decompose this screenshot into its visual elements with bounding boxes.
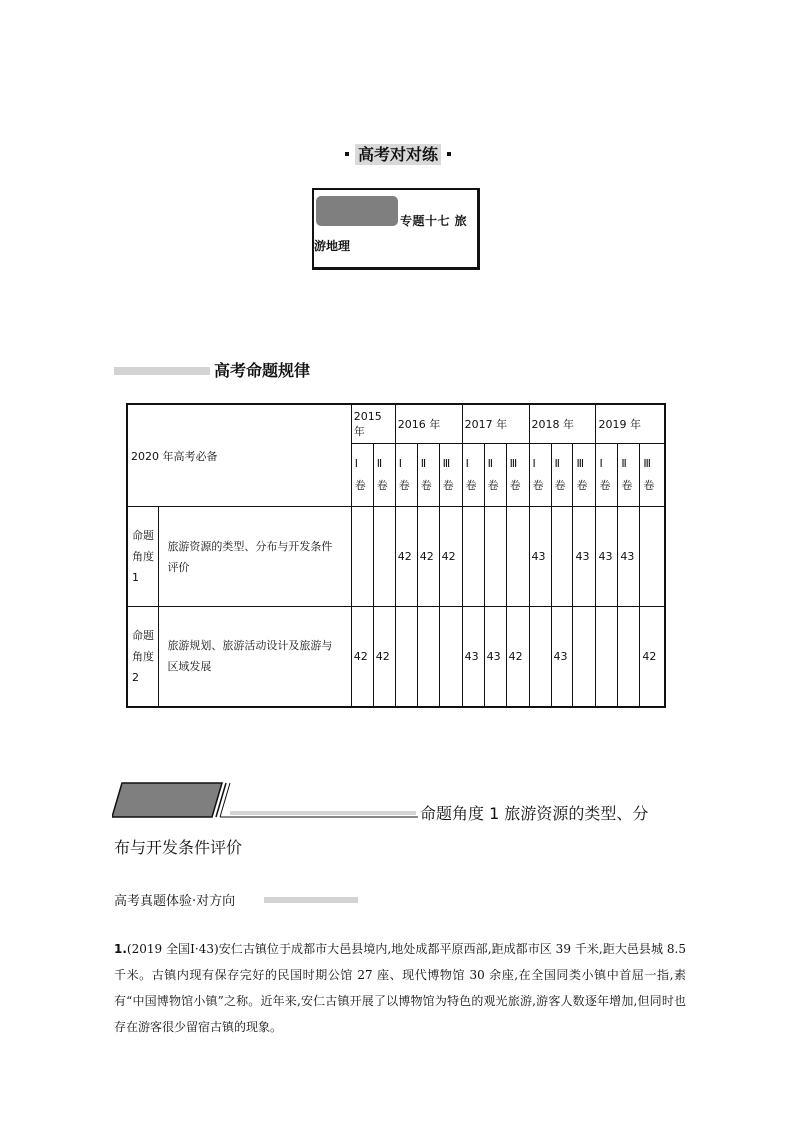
table-cell: 43 xyxy=(618,507,640,607)
bullet-dot-left xyxy=(345,152,349,156)
table-cell: 43 xyxy=(484,607,506,707)
volume-header: Ⅲ 卷 xyxy=(439,444,462,507)
volume-header: Ⅲ 卷 xyxy=(640,444,665,507)
row-description: 旅游资源的类型、分布与开发条件 评价 xyxy=(159,507,351,607)
table-cell: 42 xyxy=(395,507,417,607)
volume-header: Ⅰ 卷 xyxy=(395,444,417,507)
topic-title-line1: 专题十七 旅 xyxy=(400,214,468,228)
subsection-title: 高考真题体验·对方向 xyxy=(114,894,236,909)
table-cell xyxy=(395,607,417,707)
question-number: 1. xyxy=(114,942,127,956)
table-cell xyxy=(373,507,395,607)
volume-header: Ⅱ 卷 xyxy=(551,444,573,507)
table-cell xyxy=(506,507,529,607)
volume-header: Ⅱ 卷 xyxy=(618,444,640,507)
volume-header: Ⅱ 卷 xyxy=(373,444,395,507)
angle-heading-decor xyxy=(112,780,432,820)
volume-header: Ⅰ 卷 xyxy=(462,444,484,507)
section-decor-bar xyxy=(114,367,210,375)
volume-header: Ⅰ 卷 xyxy=(351,444,373,507)
row-label: 命题 角度 1 xyxy=(127,507,159,607)
question-text: (2019 全国Ⅰ·43)安仁古镇位于成都市大邑县境内,地处成都平原西部,距成都市区 39 千米,距大邑县城 8.5 千米。古镇内现有保存完好的民国时期公馆 27 座、现代博物馆 30 余座,在全国同类小镇中首屈一指,素有“中国博物馆小镇”之称。近年来,安仁古镇开展了以博物馆为特色的观光旅游,游客人数逐年增加,但同时也存在游客很少留宿古镇的现象。 xyxy=(114,942,686,1034)
table-cell: 42 xyxy=(417,507,439,607)
table-cell: 43 xyxy=(573,507,596,607)
volume-header: Ⅲ 卷 xyxy=(573,444,596,507)
header-title xyxy=(338,142,458,166)
year-header: 2019 年 xyxy=(596,404,665,444)
angle-title-line1: 命题角度 1 旅游资源的类型、分 xyxy=(420,804,649,823)
table-cell xyxy=(484,507,506,607)
topic-title-line2: 游地理 xyxy=(314,239,351,253)
table-cell: 43 xyxy=(529,507,551,607)
bullet-dot-right xyxy=(447,152,451,156)
table-cell xyxy=(439,607,462,707)
year-header: 2015 年 xyxy=(351,404,395,444)
table-cell xyxy=(417,607,439,707)
volume-header: Ⅲ 卷 xyxy=(506,444,529,507)
table-cell xyxy=(618,607,640,707)
topic-label-pill xyxy=(316,196,398,226)
angle-title-line2: 布与开发条件评价 xyxy=(114,838,243,857)
table-cell xyxy=(351,507,373,607)
table-cell xyxy=(551,507,573,607)
table-cell xyxy=(529,607,551,707)
volume-header: Ⅰ 卷 xyxy=(529,444,551,507)
year-header: 2017 年 xyxy=(462,404,529,444)
section-title: 高考命题规律 xyxy=(214,361,311,380)
table-cell xyxy=(462,507,484,607)
volume-header: Ⅱ 卷 xyxy=(484,444,506,507)
table-cell: 42 xyxy=(640,607,665,707)
table-cell xyxy=(573,607,596,707)
year-header: 2018 年 xyxy=(529,404,596,444)
table-cell: 43 xyxy=(462,607,484,707)
table-cell: 42 xyxy=(506,607,529,707)
table-cell: 42 xyxy=(439,507,462,607)
row-description: 旅游规划、旅游活动设计及旅游与 区域发展 xyxy=(159,607,351,707)
table-cell: 43 xyxy=(596,507,618,607)
year-header: 2016 年 xyxy=(395,404,462,444)
table-cell: 43 xyxy=(551,607,573,707)
volume-header: Ⅰ 卷 xyxy=(596,444,618,507)
row-label: 命题 角度 2 xyxy=(127,607,159,707)
table-cell: 42 xyxy=(351,607,373,707)
table-corner-label: 2020 年高考必备 xyxy=(127,404,351,507)
table-cell: 42 xyxy=(373,607,395,707)
subsection-decor-bar xyxy=(264,897,358,903)
table-cell xyxy=(596,607,618,707)
header-title-text: 高考对对练 xyxy=(355,144,441,165)
table-cell xyxy=(640,507,665,607)
exam-pattern-table xyxy=(126,403,666,708)
volume-header: Ⅱ 卷 xyxy=(417,444,439,507)
question-1 xyxy=(114,936,686,1040)
